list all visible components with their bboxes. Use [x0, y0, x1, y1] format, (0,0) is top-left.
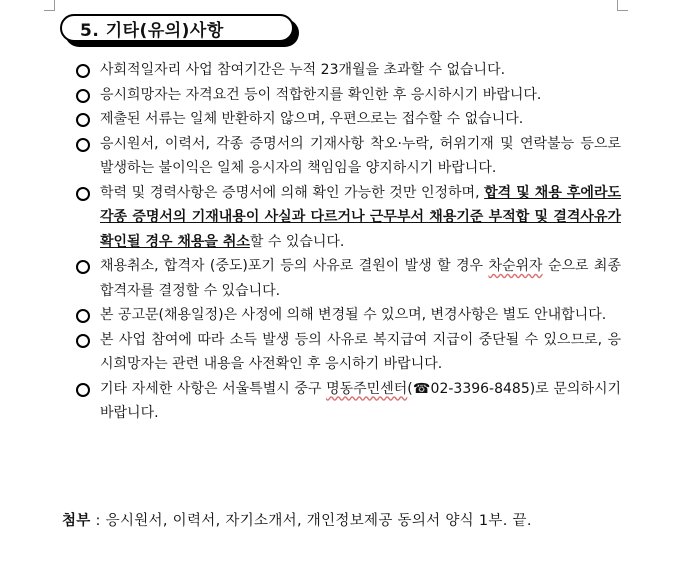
notice-text: 기타 자세한 사항은 서울특별시 중구: [100, 380, 327, 397]
notice-text: 응시원서, 이력서, 각종 증명서의 기재사항 착오·누락, 허위기재 및 연락불능 등으로 발생하는 불이익은 일체 응시자의 책임임을 양지하시기 바랍니다.: [100, 135, 621, 176]
circle-bullet-icon: [76, 187, 90, 201]
notice-text: 학력 및 경력사항은 증명서에 의해 확인 가능한 것만 인정하며,: [100, 184, 485, 201]
notice-item: [76, 303, 621, 328]
page-corner-mark-left: [44, 0, 55, 11]
notice-item: [76, 107, 621, 132]
notice-item: [76, 58, 621, 83]
notice-text: 본 사업 참여에 따라 소득 발생 등의 사유로 복지급여 지급이 중단될 수 있으므로, 응시희망자는 관련 내용을 사전확인 후 응시하기 바랍니다.: [100, 331, 621, 372]
section-title: 5. 기타(유의)사항: [80, 20, 224, 41]
notice-text: 할 수 있습니다.: [249, 233, 345, 250]
notice-text: 본 공고문(채용일정)은 사정에 의해 변경될 수 있으며, 변경사항은 별도 안내합니다.: [100, 307, 607, 323]
section-title-frame: [60, 14, 294, 42]
page-corner-mark-right: [617, 0, 628, 11]
attachment-label: 첨부: [62, 513, 91, 529]
circle-bullet-icon: [76, 64, 90, 78]
circle-bullet-icon: [76, 138, 90, 152]
circle-bullet-icon: [76, 383, 90, 397]
notice-item: [76, 328, 621, 377]
notice-item: [76, 254, 621, 303]
notice-text: 사회적일자리 사업 참여기간은 누적 23개월을 초과할 수 없습니다.: [100, 62, 506, 78]
circle-bullet-icon: [76, 309, 90, 323]
notice-item: [76, 132, 621, 181]
notice-text: 채용취소, 합격자 (중도)포기 등의 사유로 결원이 발생 할 경우: [100, 258, 489, 274]
notice-list: [76, 58, 621, 426]
notice-item: [76, 377, 621, 426]
notice-item: [76, 181, 621, 255]
circle-bullet-icon: [76, 334, 90, 348]
circle-bullet-icon: [76, 260, 90, 274]
notice-text: (☎02-3396-8485)로 문의하시기 바랍니다.: [100, 380, 621, 421]
notice-text: 순으로 최종합격자를 결정할 수 있습니다.: [100, 258, 621, 299]
circle-bullet-icon: [76, 113, 90, 127]
notice-item: [76, 83, 621, 108]
circle-bullet-icon: [76, 89, 90, 103]
notice-text: 제출된 서류는 일체 반환하지 않으며, 우편으로는 접수할 수 없습니다.: [100, 111, 524, 127]
notice-text: 응시희망자는 자격요건 등이 적합한지를 확인한 후 응시하시기 바랍니다.: [100, 86, 542, 103]
attachment-separator: :: [90, 513, 106, 529]
notice-emphasis: 합격 및 채용 후에라도 각종 증명서의 기재내용이 사실과 다르거나 근무부서 채용기준 부적합 및 결격사유가 확인될 경우 채용을 취소: [100, 184, 621, 250]
attachment-line: [62, 509, 532, 530]
notice-spellcheck-mark: 차순위자: [488, 258, 543, 274]
notice-spellcheck-mark: 명동주민센터: [326, 380, 408, 397]
section-title-box: [60, 14, 300, 48]
attachment-text: 응시원서, 이력서, 자기소개서, 개인정보제공 동의서 양식 1부. 끝.: [105, 513, 532, 529]
